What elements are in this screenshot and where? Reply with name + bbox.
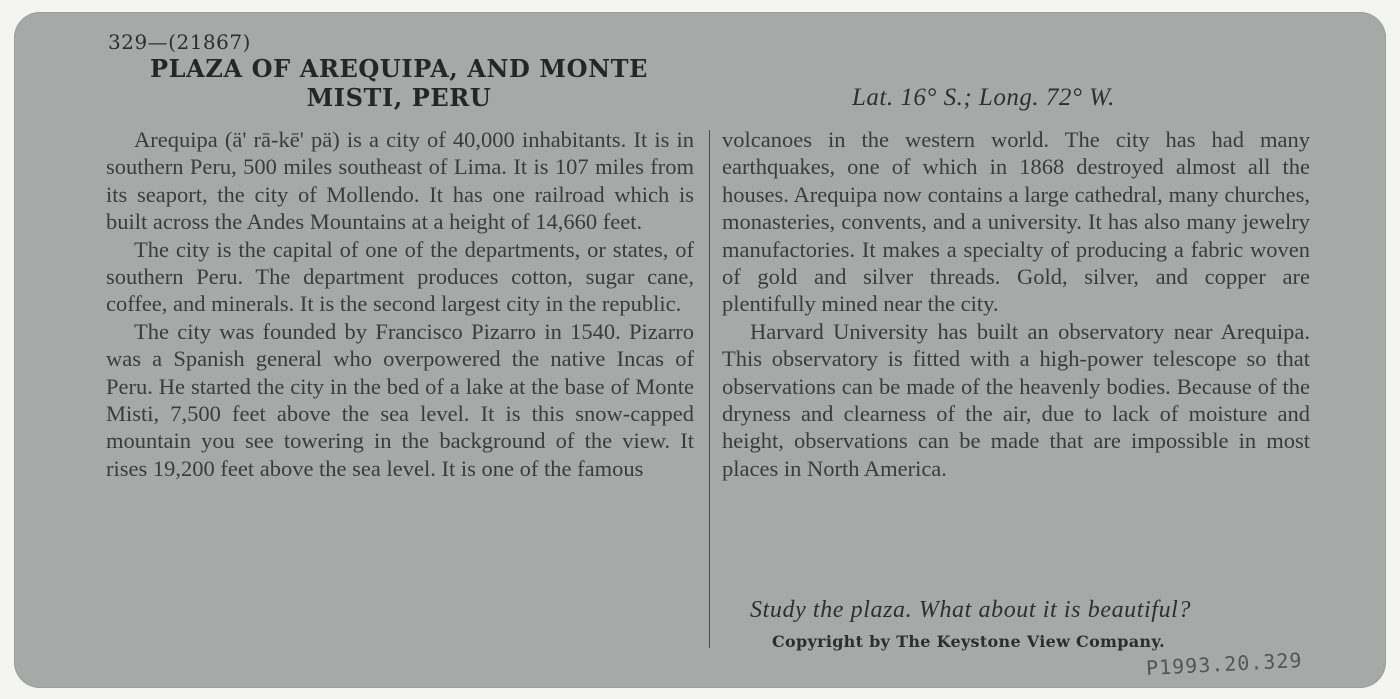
card-title-line-2: MISTI, PERU	[306, 83, 492, 112]
right-text-column	[722, 126, 1310, 482]
card-title	[104, 54, 694, 112]
coordinates-label: Lat. 16° S.; Long. 72° W.	[852, 84, 1115, 111]
handwritten-accession-number: P1993.20.329	[1145, 647, 1304, 681]
paragraph-continued: volcanoes in the western world. The city has had many earthquakes, one of which in 1868 destroyed almost all the houses. Arequipa now contains a large cathedral, many churches, monasteries, convents, and a university. It has also many jewelry manufactories. It makes a specialty of producing a fabric woven of gold and silver threads. Gold, silver, and copper are plentifully mined near the city.	[722, 127, 1310, 317]
column-divider	[709, 130, 710, 648]
paragraph: The city is the capital of one of the departments, or states, of southern Peru. The department produces cotton, sugar cane, coffee, and minerals. It is the second largest city in the republic.	[106, 236, 694, 317]
left-text-column	[106, 126, 694, 482]
study-question: Study the plaza. What about it is beautiful?	[750, 597, 1192, 623]
paragraph: The city was founded by Francisco Pizarro in 1540. Pizarro was a Spanish general who overpowered the native Incas of Peru. He started the city in the bed of a lake at the base of Monte Misti, 7,500 feet above the sea level. It is this snow-capped mountain you see towering in the background of the view. It rises 19,200 feet above the sea level. It is one of the famous	[106, 318, 694, 481]
copyright-line: Copyright by The Keystone View Company.	[772, 632, 1165, 651]
card-serial-number: 329—(21867)	[108, 30, 251, 54]
card-title-line-1: PLAZA OF AREQUIPA, AND MONTE	[150, 54, 648, 83]
paragraph: Arequipa (ä' rā-kē' pä) is a city of 40,000 inhabitants. It is in southern Peru, 500 miles southeast of Lima. It is 107 miles from its seaport, the city of Mollendo. It has one railroad which is built across the Andes Mountains at a height of 14,660 feet.	[106, 127, 694, 235]
paragraph: Harvard University has built an observatory near Arequipa. This observatory is fitted with a high-power telescope so that observations can be made of the heavenly bodies. Because of the dryness and clearness of the air, due to lack of moisture and height, observations can be made that are impossible in most places in North America.	[722, 318, 1310, 481]
